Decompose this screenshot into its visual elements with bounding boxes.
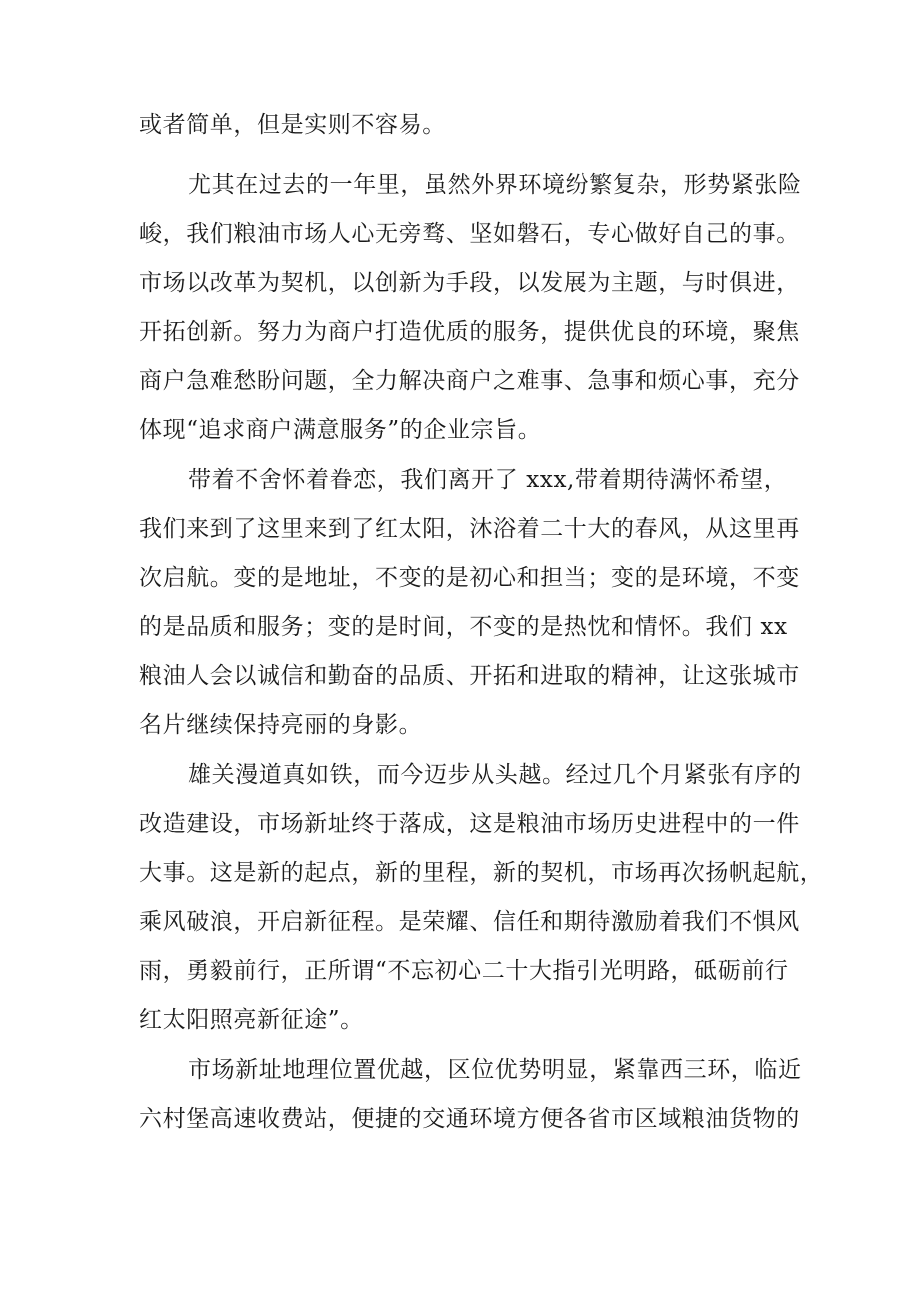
text-line: 雄关漫道真如铁，而今迈步从头越。经过几个月紧张有序的	[188, 762, 802, 788]
text-line: 市场新址地理位置优越，区位优势明显，紧靠西三环，临近	[188, 1057, 802, 1083]
text-line: 大事。这是新的起点，新的里程，新的契机，市场再次扬帆起航，	[139, 860, 824, 886]
text-line: 次启航。变的是地址，不变的是初心和担当；变的是环境，不变	[139, 565, 800, 591]
text-line: 或者简单，但是实则不容易。	[139, 112, 446, 138]
text-line: 乘风破浪，开启新征程。是荣耀、信任和期待激励着我们不惧风	[139, 909, 800, 935]
text-line: 名片继续保持亮丽的身影。	[139, 712, 423, 738]
text-line: 商户急难愁盼问题，全力解决商户之难事、急事和烦心事，充分	[139, 368, 800, 394]
text-line: 六村堡高速收费站，便捷的交通环境方便各省市区域粮油货物的	[139, 1106, 800, 1132]
text-line: 尤其在过去的一年里，虽然外界环境纷繁复杂，形势紧张险	[188, 172, 802, 198]
text-line: 的是品质和服务；变的是时间，不变的是热忱和情怀。我们 xx	[139, 614, 788, 640]
text-line: 改造建设，市场新址终于落成，这是粮油市场历史进程中的一件	[139, 811, 800, 837]
text-line: 红太阳照亮新征途”。	[139, 1007, 364, 1033]
text-line: 粮油人会以诚信和勤奋的品质、开拓和进取的精神，让这张城市	[139, 663, 800, 689]
text-line: 体现“追求商户满意服务”的企业宗旨。	[139, 417, 542, 443]
text-line: 我们来到了这里来到了红太阳，沐浴着二十大的春风，从这里再	[139, 516, 800, 542]
text-line: 市场以改革为契机，以创新为手段，以发展为主题，与时俱进，	[139, 270, 800, 296]
text-line: 开拓创新。努力为商户打造优质的服务，提供优良的环境，聚焦	[139, 319, 800, 345]
text-line: 峻，我们粮油市场人心无旁骛、坚如磐石，专心做好自己的事。	[139, 221, 800, 247]
text-line: 带着不舍怀着眷恋，我们离开了 xxx,带着期待满怀希望，	[188, 467, 788, 493]
text-line: 雨，勇毅前行，正所谓“不忘初心二十大指引光明路，砥砺前行	[139, 958, 789, 984]
